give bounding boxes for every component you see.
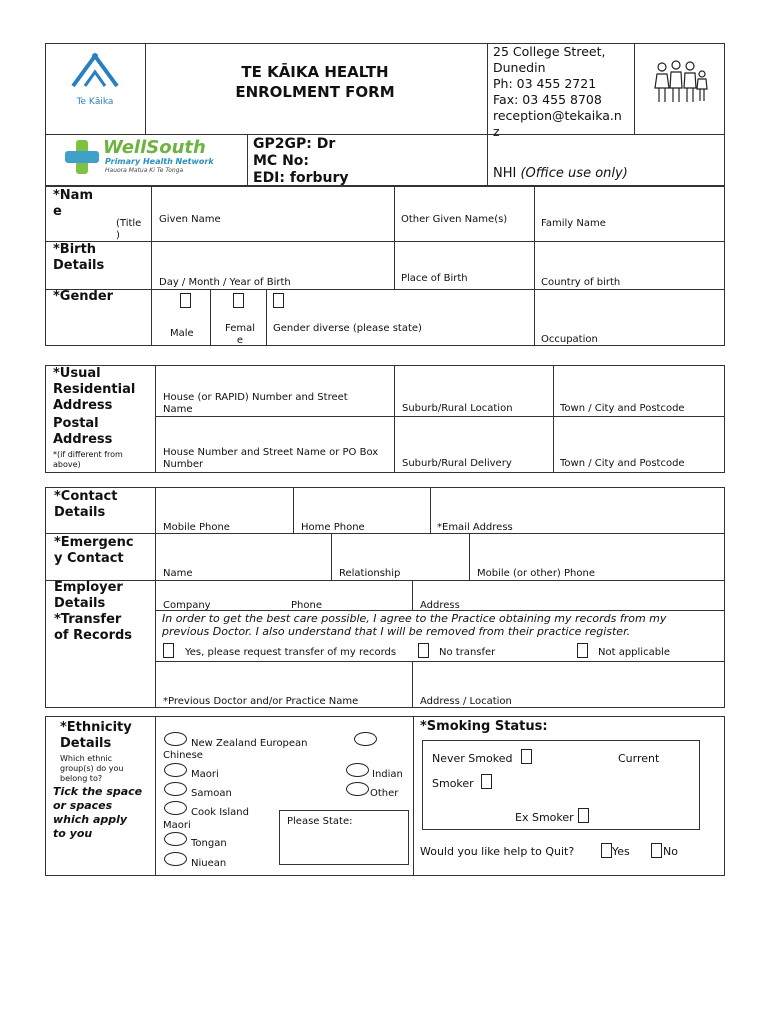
transfer-statement: In order to get the best care possible, I agree to the Practice obtaining my records from my previous Doctor. I also understand that I will be removed from their practice register.	[162, 612, 667, 638]
male-label: Male	[170, 328, 194, 339]
header-divider	[247, 135, 248, 186]
indian-option[interactable]	[346, 763, 369, 777]
logo-text: Te Kāika	[76, 97, 114, 107]
grid-line	[45, 533, 725, 534]
current-smoker-checkbox[interactable]	[481, 774, 492, 789]
dob-field[interactable]: Day / Month / Year of Birth	[159, 277, 291, 288]
grid-line	[45, 241, 725, 242]
gp2gp: GP2GP: Dr	[253, 136, 336, 152]
postal-note: *(if different from above)	[53, 450, 123, 469]
grid-line	[151, 186, 152, 346]
town-postcode-field[interactable]: Town / City and Postcode	[560, 403, 685, 414]
place-of-birth-field[interactable]: Place of Birth	[401, 273, 468, 284]
header-divider	[45, 134, 725, 135]
relationship-field[interactable]: Relationship	[339, 568, 401, 579]
samoan-label: Samoan	[191, 788, 232, 799]
smoking-status-label: *Smoking Status:	[420, 719, 548, 734]
mc-no: MC No:	[253, 153, 310, 169]
grid-line	[430, 487, 431, 533]
occupation-field[interactable]: Occupation	[541, 334, 598, 345]
current-label: Current	[618, 752, 660, 765]
contact-details-label: *Contact Details	[54, 489, 118, 520]
no-transfer-checkbox[interactable]	[418, 643, 429, 658]
previous-doctor-field[interactable]: *Previous Doctor and/or Practice Name	[163, 696, 359, 707]
cook-island-label: Cook Island	[191, 807, 249, 818]
given-name-field[interactable]: Given Name	[159, 214, 221, 225]
ethnicity-note: Which ethnic group(s) do you belong to?	[60, 754, 124, 783]
grid-line	[534, 186, 535, 346]
nz-european-label: New Zealand European	[191, 738, 308, 749]
not-applicable-checkbox[interactable]	[577, 643, 588, 658]
maori-label: Maori	[191, 769, 219, 780]
ex-smoker-label: Ex Smoker	[515, 811, 574, 824]
practice-codes	[253, 136, 349, 187]
suburb-rural-field[interactable]: Suburb/Rural Location	[402, 403, 513, 414]
tongan-label: Tongan	[191, 838, 227, 849]
samoan-option[interactable]	[164, 782, 187, 796]
name-label: *Nam e	[53, 188, 93, 219]
address-line: Ph: 03 455 2721	[493, 76, 597, 91]
gender-diverse-label: Gender diverse (please state)	[273, 323, 422, 334]
gender-label: *Gender	[53, 289, 114, 304]
house-rapid-field[interactable]: House (or RAPID) Number and Street Name	[163, 392, 348, 415]
gender-diverse-checkbox[interactable]	[273, 293, 284, 308]
wellsouth-name: WellSouth	[103, 137, 206, 158]
yes-transfer-checkbox[interactable]	[163, 643, 174, 658]
edi: EDI: forbury	[253, 170, 349, 186]
wellsouth-logo	[63, 138, 223, 178]
female-label: Femal e	[225, 323, 256, 346]
mobile-other-field[interactable]: Mobile (or other) Phone	[477, 568, 595, 579]
yes-transfer-label: Yes, please request transfer of my records	[185, 647, 397, 658]
grid-line	[469, 533, 470, 580]
transfer-records-label: *Transfer of Records	[54, 612, 133, 643]
address-line: reception@tekaika.n	[493, 108, 622, 123]
male-checkbox[interactable]	[180, 293, 191, 308]
usual-address-label: *Usual Residential Address	[53, 366, 136, 413]
emergency-name-field[interactable]: Name	[163, 568, 193, 579]
header-divider	[487, 43, 488, 186]
grid-line	[293, 487, 294, 533]
header-divider	[634, 43, 635, 135]
maori-option[interactable]	[164, 763, 187, 777]
grid-line	[155, 487, 156, 708]
other-label: Other	[370, 788, 399, 799]
previous-address-field[interactable]: Address / Location	[420, 696, 512, 707]
address-line: Fax: 03 455 8708	[493, 92, 602, 107]
no-transfer-label: No transfer	[439, 647, 496, 658]
nz-european-option[interactable]	[164, 732, 187, 746]
employer-details-label: Employer Details	[54, 580, 123, 611]
nhi-field: NHI (Office use only)	[493, 166, 628, 181]
never-smoked-label: Never Smoked	[432, 752, 513, 765]
grid-line	[155, 661, 725, 662]
grid-line	[412, 580, 413, 610]
female-checkbox[interactable]	[233, 293, 244, 308]
form-title: TE KĀIKA HEALTH ENROLMENT FORM	[235, 63, 395, 101]
ex-smoker-checkbox[interactable]	[578, 808, 589, 823]
town-postcode-field-2[interactable]: Town / City and Postcode	[560, 458, 685, 469]
family-illustration	[652, 58, 710, 110]
te-kaika-logo	[65, 48, 125, 108]
grid-line	[266, 289, 267, 346]
company-field[interactable]: Company	[163, 600, 211, 611]
employer-address-field[interactable]: Address	[420, 600, 460, 611]
grid-line	[210, 289, 211, 346]
practice-address	[493, 44, 622, 140]
niuean-label: Niuean	[191, 858, 227, 869]
header-divider	[145, 43, 146, 135]
house-po-field[interactable]: House Number and Street Name or PO Box Number	[163, 447, 379, 470]
not-applicable-label: Not applicable	[598, 647, 670, 658]
tick-instruction: Tick the space or spaces which apply to you	[53, 785, 143, 840]
family-name-field[interactable]: Family Name	[541, 218, 606, 229]
tongan-option[interactable]	[164, 832, 187, 846]
chinese-option[interactable]	[354, 732, 377, 746]
ethnicity-label: *Ethnicity Details	[60, 720, 132, 751]
grid-line	[155, 365, 156, 473]
niuean-option[interactable]	[164, 852, 187, 866]
chinese-label: Chinese	[163, 750, 203, 761]
address-line: 25 College Street,	[493, 44, 606, 59]
quit-help-label: Would you like help to Quit?	[420, 845, 575, 858]
please-state-label: Please State:	[287, 816, 353, 827]
grid-line	[331, 533, 332, 580]
contact-section	[45, 487, 725, 708]
suburb-delivery-field[interactable]: Suburb/Rural Delivery	[402, 458, 512, 469]
birth-details-label: *Birth Details	[53, 242, 105, 273]
cook-island-maori-label: Maori	[163, 820, 191, 831]
address-line: z	[493, 124, 500, 139]
grid-line	[394, 186, 395, 289]
address-line: Dunedin	[493, 60, 546, 75]
title-field[interactable]: (Title )	[116, 218, 142, 241]
wellsouth-tag: Hauora Matua Ki Te Tonga	[105, 167, 184, 174]
indian-label: Indian	[372, 769, 403, 780]
grid-line	[553, 365, 554, 473]
employer-phone-field[interactable]: Phone	[291, 600, 322, 611]
smoker-label: Smoker	[432, 777, 474, 790]
quit-yes-checkbox[interactable]	[601, 843, 612, 858]
grid-line	[155, 716, 156, 876]
grid-line	[45, 289, 725, 290]
address-section	[45, 365, 725, 473]
country-of-birth-field[interactable]: Country of birth	[541, 277, 621, 288]
quit-no-label: No	[663, 845, 678, 858]
email-field[interactable]: *Email Address	[437, 522, 513, 533]
other-given-name-field[interactable]: Other Given Name(s)	[401, 214, 508, 225]
grid-line	[413, 716, 414, 876]
mobile-phone-field[interactable]: Mobile Phone	[163, 522, 230, 533]
grid-line	[45, 580, 725, 581]
home-phone-field[interactable]: Home Phone	[301, 522, 365, 533]
other-option[interactable]	[346, 782, 369, 796]
postal-address-label: Postal Address	[53, 416, 113, 447]
wellsouth-sub: Primary Health Network	[105, 157, 214, 166]
grid-line	[394, 365, 395, 473]
emergency-contact-label: *Emergenc y Contact	[54, 535, 134, 566]
quit-yes-label: Yes	[612, 845, 630, 858]
grid-line	[155, 416, 725, 417]
personal-section	[45, 186, 725, 346]
grid-line	[412, 661, 413, 708]
quit-no-checkbox[interactable]	[651, 843, 662, 858]
cook-island-option[interactable]	[164, 801, 187, 815]
never-smoked-checkbox[interactable]	[521, 749, 532, 764]
